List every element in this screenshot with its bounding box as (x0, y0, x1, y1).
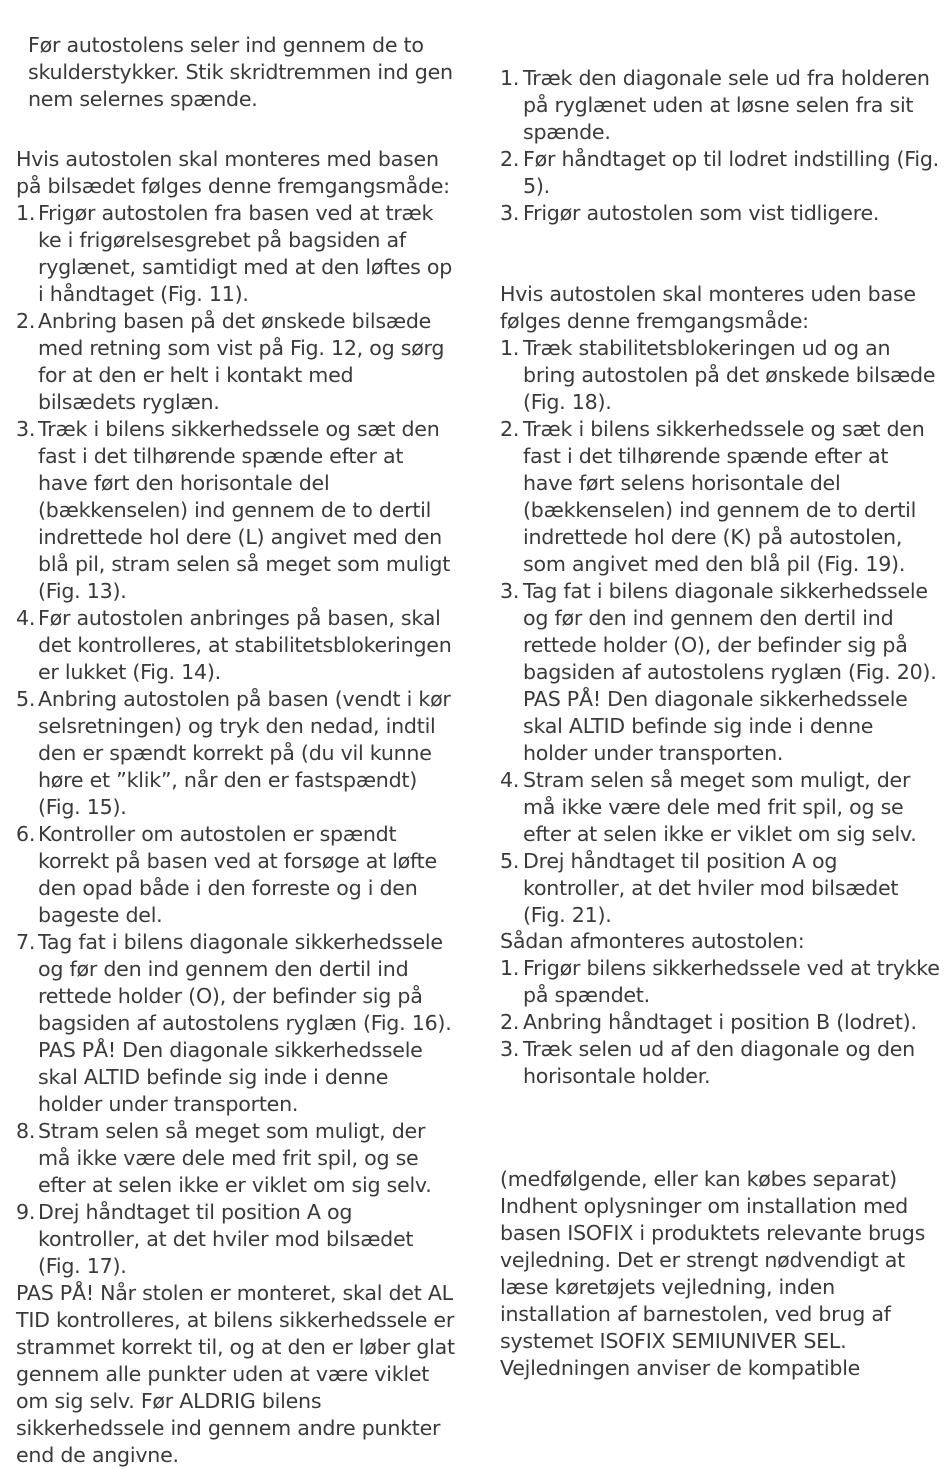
list-item: 1. Træk den diagonale sele ud fra holderen på ryglænet uden at løsne selen fra sit spænde. (500, 66, 930, 144)
list-item: 4. Før autostolen anbringes på basen, skal det kontrolleres, at stabilitetsblokeringen er lukket (Fig. 14). (16, 606, 452, 684)
warning-paragraph: PAS PÅ! Når stolen er monteret, skal det AL TID kontrolleres, at bilens sikkerhedssele er strammet korrekt til, og at den er løber glat gennem alle punkter uden at være viklet om sig selv. Før ALDRIG bilens sikkerhedssele ind gennem andre punkter end de angivne. (16, 1281, 455, 1467)
base-steps-list (16, 200, 456, 1280)
base-heading: Hvis autostolen skal monteres med basen på bilsædet følges denne fremgangsmåde: (16, 147, 450, 198)
list-item: 7. Tag fat i bilens diagonale sikkerhedssele og før den ind gennem den dertil ind rettede holder (O), der befinder sig på bagsiden af autostolens ryglæn (Fig. 16). PAS PÅ! Den diagonale sikkerhedssele skal ALTID befinde sig inde i denne holder under transporten. (16, 930, 452, 1116)
list-item: 3. Træk i bilens sikkerhedssele og sæt den fast i det tilhørende spænde efter at have ført den horisontale del (bækkenselen) ind gennem de to dertil indrettede hol dere (L) angivet med den blå pil, stram selen så meget som muligt (Fig. 13). (16, 417, 451, 603)
list-item: 5. Drej håndtaget til position A og kontroller, at det hviler mod bilsædet (Fig. 21). (500, 849, 899, 927)
nobase-section (500, 281, 940, 929)
steps-a-list (500, 65, 940, 227)
list-item: 1. Frigør autostolen fra basen ved at træk ke i frigørelsesgrebet på bagsiden af ryglænet, samtidigt med at den løftes op i håndtaget (Fig. 11). (16, 201, 453, 306)
nobase-heading: Hvis autostolen skal monteres uden base følges denne fremgangsmåde: (500, 282, 916, 333)
intro-paragraph: Før autostolens seler ind gennem de to skulderstykker. Stik skridtremmen ind gen nem selernes spænde. (28, 32, 453, 111)
list-item: 2. Træk i bilens sikkerhedssele og sæt den fast i det tilhørende spænde efter at have ført selens horisontale del (bækkenselen) ind gennem de to dertil indrettede hol dere (K) på autostolen, som angivet med den blå pil (Fig. 19). (500, 417, 925, 576)
list-item: 1. Frigør bilens sikkerhedssele ved at trykke på spændet. (500, 956, 940, 1007)
list-item: 4. Stram selen så meget som muligt, der må ikke være dele med frit spil, og se efter at selen ikke er viklet om sig selv. (500, 768, 917, 846)
removal-heading: Sådan afmonteres autostolen: (500, 929, 805, 953)
list-item: 5. Anbring autostolen på basen (vendt i kør selsretningen) og tryk den nedad, indtil den er spændt korrekt på (du vil kunne høre et ”klik”, når den er fastspændt) (Fig. 15). (16, 687, 451, 819)
list-item: 2. Før håndtaget op til lodret indstilling (Fig. 5). (500, 147, 939, 198)
list-item: 8. Stram selen så meget som muligt, der må ikke være dele med frit spil, og se efter at selen ikke er viklet om sig selv. (16, 1119, 432, 1197)
list-item: 9. Drej håndtaget til position A og kontroller, at det hviler mod bilsædet (Fig. 17). (16, 1200, 414, 1278)
list-item: 3. Frigør autostolen som vist tidligere. (500, 201, 880, 225)
list-item: 1. Træk stabilitetsblokeringen ud og an bring autostolen på det ønskede bilsæde (Fig. 18). (500, 336, 936, 414)
list-item: 3. Tag fat i bilens diagonale sikkerhedssele og før den ind gennem den dertil ind rettede holder (O), der befinder sig på bagsiden af autostolens ryglæn (Fig. 20). PAS PÅ! Den diagonale sikkerhedssele skal ALTID befinde sig inde i denne holder under transporten. (500, 579, 937, 765)
isofix-paragraph: (medfølgende, eller kan købes separat) Indhent oplysninger om installation med basen ISOFIX i produktets relevante brugs vejledning. Det er strengt nødvendigt at læse køretøjets vejledning, inden installation af barnestolen, ved brug af systemet ISOFIX SEMIUNIVER SEL. Vejledningen anviser de kompatible (500, 1166, 926, 1380)
list-item: 3. Træk selen ud af den diagonale og den horisontale holder. (500, 1037, 915, 1088)
list-item: 2. Anbring basen på det ønskede bilsæde med retning som vist på Fig. 12, og sørg for at den er helt i kontakt med bilsædets ryglæn. (16, 309, 445, 414)
nobase-steps-list (500, 335, 940, 929)
base-section (16, 146, 456, 1469)
removal-steps-list (500, 955, 940, 1090)
list-item: 6. Kontroller om autostolen er spændt korrekt på basen ved at forsøge at løfte den opad både i den forreste og i den bageste del. (16, 822, 437, 927)
removal-section (500, 928, 940, 1090)
list-item: 2. Anbring håndtaget i position B (lodret). (500, 1010, 917, 1034)
